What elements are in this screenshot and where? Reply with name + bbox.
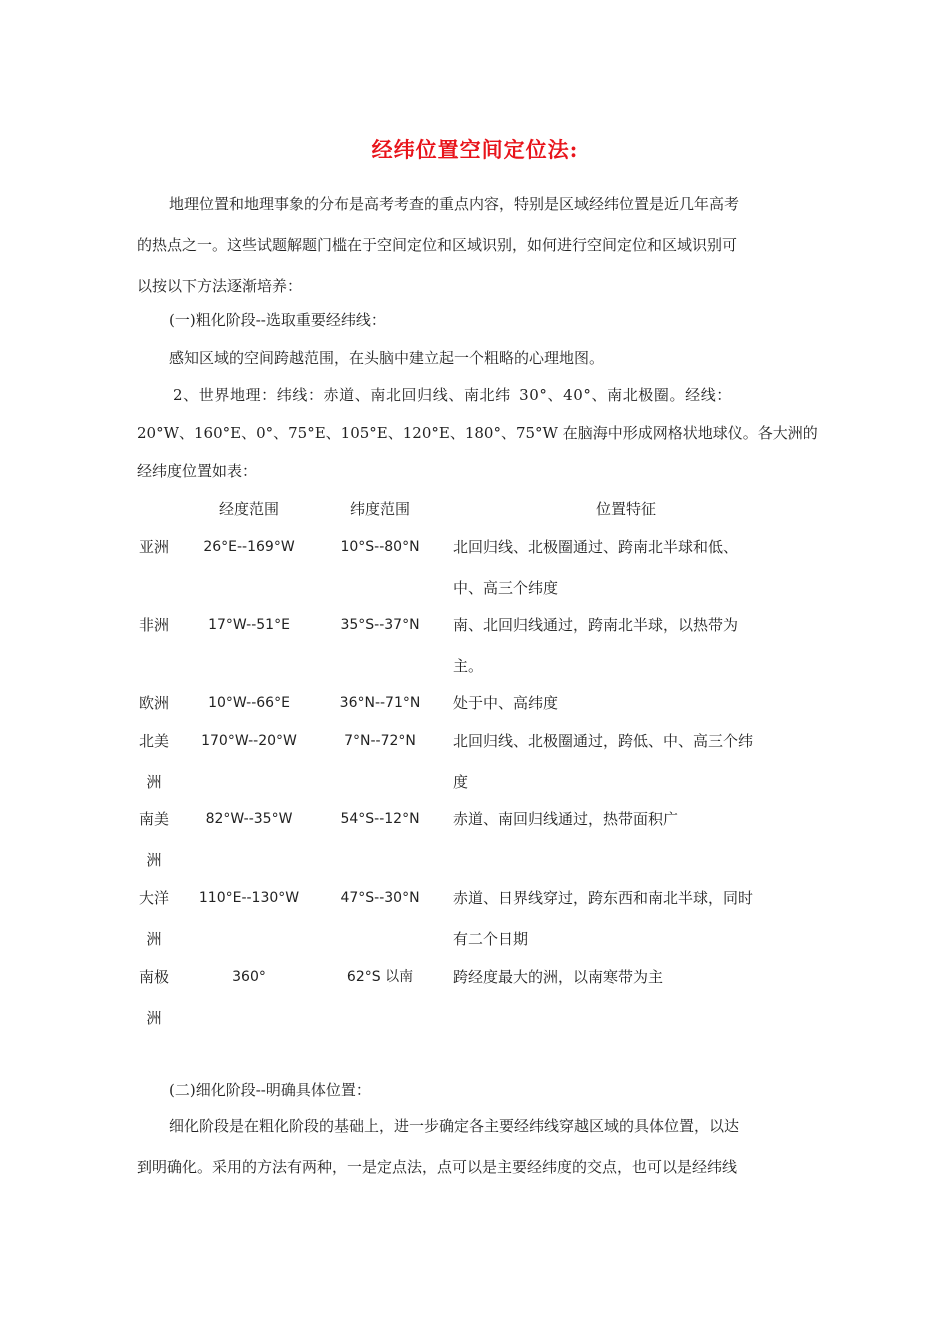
- table-row: [137, 957, 813, 998]
- latitude-range: 35°S--37°N: [340, 617, 420, 633]
- continent-name: 欧洲: [138, 694, 169, 712]
- stage2-line-2: 到明确化。采用的方法有两种，一是定点法，点可以是主要经纬度的交点，也可以是经纬线: [137, 1158, 738, 1176]
- world-line-2: 20°W、160°E、0°、75°E、105°E、120°E、180°、75°W 在脑海中形成网格状地球仪。各大洲的: [137, 424, 818, 442]
- table-row: [137, 878, 813, 919]
- intro-line-3: 以按以下方法逐渐培养：: [137, 277, 303, 295]
- continent-name-cont: 洲: [146, 1009, 162, 1027]
- continent-name: 非洲: [138, 616, 169, 634]
- stage2-heading: (二)细化阶段--明确具体位置：: [169, 1081, 371, 1099]
- world-line-3: 经纬度位置如表：: [137, 462, 258, 480]
- position-feature: 跨经度最大的洲，以南寒带为主: [453, 968, 664, 986]
- position-feature: 处于中、高纬度: [453, 694, 559, 712]
- latitude-range: 36°N--71°N: [339, 695, 421, 711]
- longitude-range: 360°: [232, 969, 266, 985]
- continent-name: 南美: [138, 810, 169, 828]
- continent-name-cont: 洲: [146, 930, 162, 948]
- continent-name-cont: 洲: [146, 773, 162, 791]
- table-row-continuation: [137, 919, 813, 960]
- table-row: [137, 605, 813, 646]
- position-feature: 赤道、南回归线通过，热带面积广: [453, 810, 679, 828]
- latitude-range: 10°S--80°N: [340, 539, 420, 555]
- table-row-continuation: [137, 762, 813, 803]
- position-feature-cont: 中、高三个纬度: [453, 579, 559, 597]
- position-feature: 南、北回归线通过，跨南北半球，以热带为: [453, 616, 739, 634]
- page-title: 经纬位置空间定位法:: [371, 137, 579, 162]
- table-row-continuation: [137, 646, 813, 687]
- world-line-1: 2、世界地理：纬线：赤道、南北回归线、南北纬 30°、40°、南北极圈。经线：: [173, 386, 732, 404]
- longitude-range: 82°W--35°W: [205, 811, 293, 827]
- latitude-range: 62°S 以南: [346, 969, 414, 985]
- position-feature: 赤道、日界线穿过，跨东西和南北半球，同时: [453, 889, 754, 907]
- position-feature-cont: 有二个日期: [453, 930, 529, 948]
- table-row-continuation: [137, 998, 813, 1039]
- continent-name: 大洋: [138, 889, 169, 907]
- intro-line-1: 地理位置和地理事象的分布是高考考查的重点内容，特别是区域经纬位置是近几年高考: [169, 195, 740, 213]
- table-row: [137, 721, 813, 762]
- continent-name: 南极: [138, 968, 169, 986]
- table-row-continuation: [137, 568, 813, 609]
- position-feature: 北回归线、北极圈通过、跨南北半球和低、: [453, 538, 739, 556]
- intro-line-2: 的热点之一。这些试题解题门槛在于空间定位和区域识别，如何进行空间定位和区域识别可: [137, 236, 738, 254]
- stage1-text: 感知区域的空间跨越范围，在头脑中建立起一个粗略的心理地图。: [169, 349, 605, 367]
- table-row: [137, 527, 813, 568]
- longitude-range: 170°W--20°W: [201, 733, 297, 749]
- table-row-continuation: [137, 840, 813, 881]
- continent-name: 亚洲: [138, 538, 169, 556]
- continent-name-cont: 洲: [146, 851, 162, 869]
- longitude-range: 17°W--51°E: [208, 617, 290, 633]
- position-feature-cont: 度: [453, 773, 469, 791]
- continent-name: 北美: [138, 732, 169, 750]
- longitude-range: 110°E--130°W: [198, 890, 300, 906]
- latitude-range: 54°S--12°N: [340, 811, 420, 827]
- latitude-range: 47°S--30°N: [340, 890, 420, 906]
- stage2-line-1: 细化阶段是在粗化阶段的基础上，进一步确定各主要经纬线穿越区域的具体位置，以达: [169, 1117, 740, 1135]
- position-feature: 北回归线、北极圈通过，跨低、中、高三个纬: [453, 732, 754, 750]
- longitude-range: 26°E--169°W: [203, 539, 295, 555]
- position-feature-cont: 主。: [453, 657, 484, 675]
- header-longitude: 经度范围: [218, 500, 279, 518]
- latitude-range: 7°N--72°N: [344, 733, 416, 749]
- table-row: [137, 799, 813, 840]
- header-features: 位置特征: [595, 500, 656, 518]
- longitude-range: 10°W--66°E: [208, 695, 290, 711]
- stage1-heading: (一)粗化阶段--选取重要经纬线：: [169, 311, 386, 329]
- table-row: [137, 683, 813, 724]
- table-header: [137, 489, 813, 530]
- header-latitude: 纬度范围: [349, 500, 410, 518]
